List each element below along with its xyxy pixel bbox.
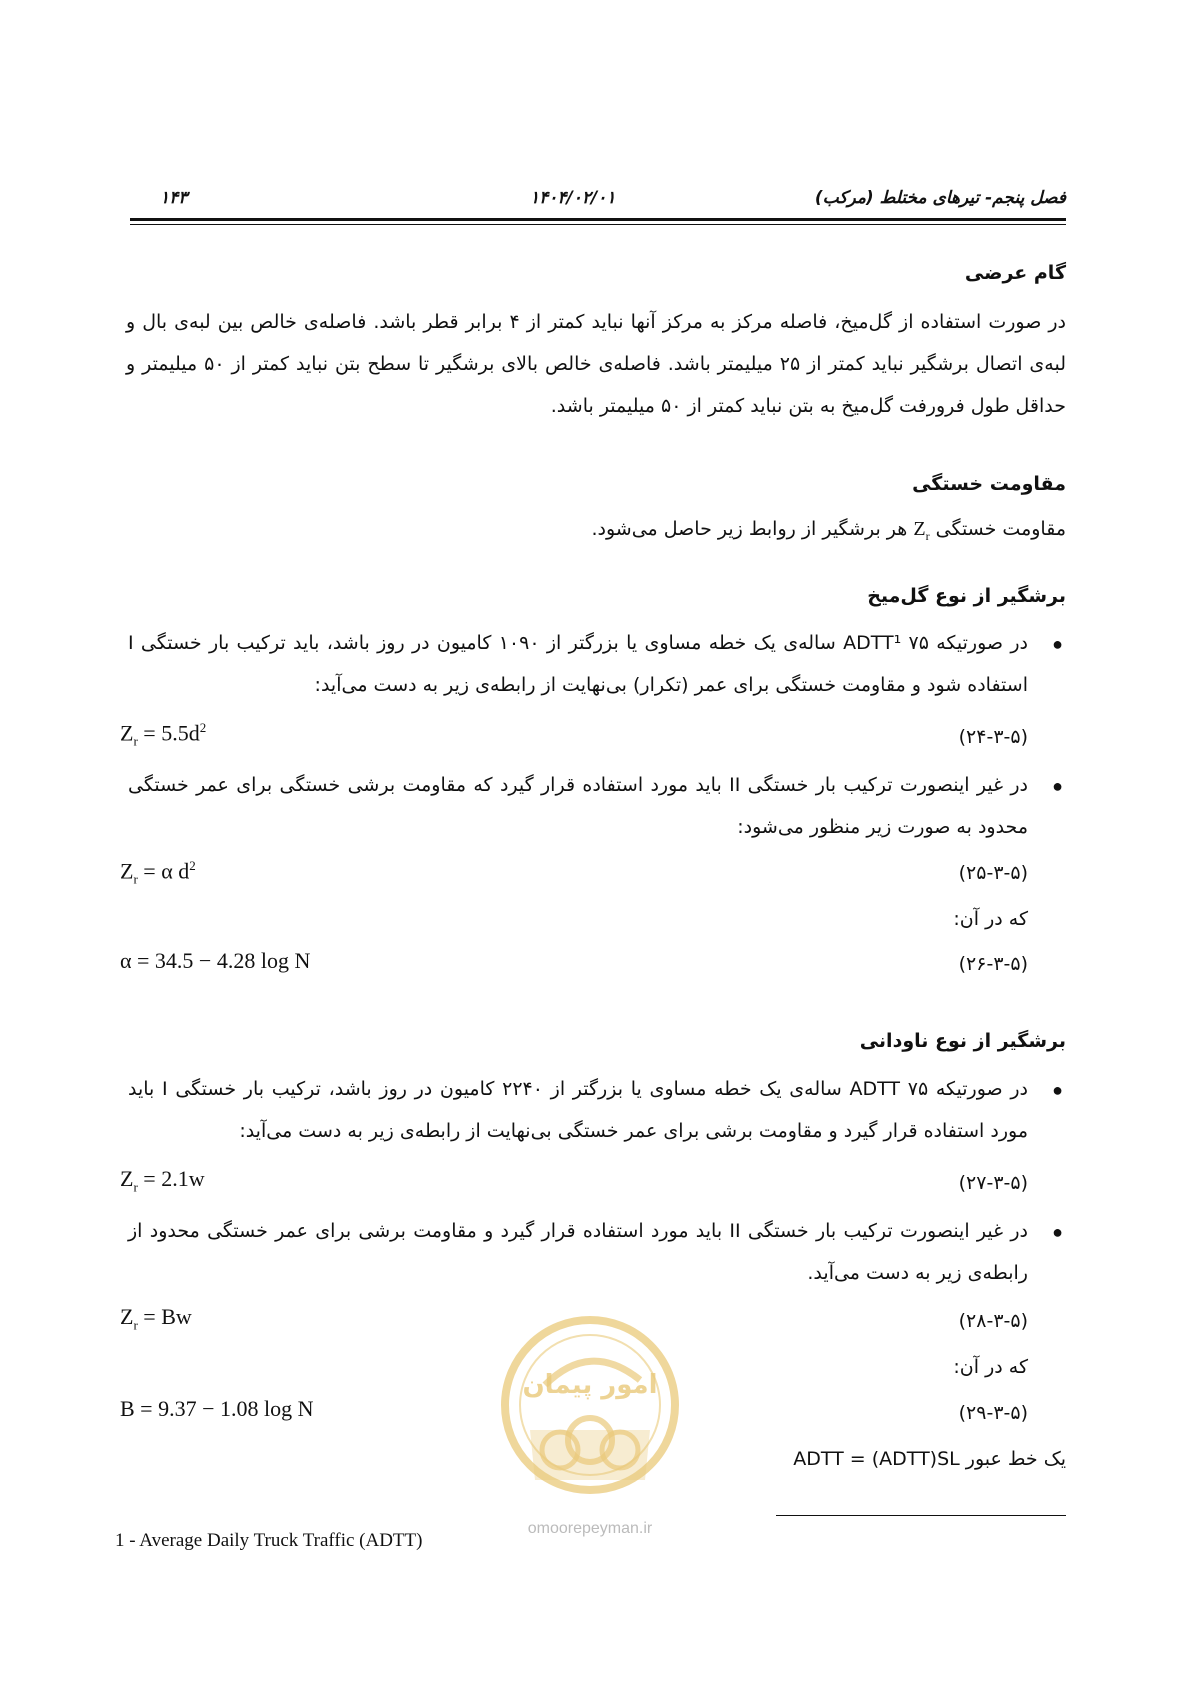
watermark-brand: امور پیمان [522, 1370, 658, 1400]
equation-26: α = 34.5 − 4.28 log N [120, 948, 311, 973]
header-date: ۱۴۰۴/۰۲/۰۱ [530, 188, 616, 208]
stud-bullet-1: در صورتیکه ADTT¹ ۷۵ ساله‌ی یک خطه مساوی یا بزرگتر از ۱۰۹۰ کامیون در روز باشد، باید ترکیب بار خستگی I استفاده شود و مقاومت خستگی برای عمر (تکرار) بی‌نهایت از رابطه‌ی زیر به دست می‌آید: [128, 632, 1028, 696]
footnote-rule [776, 1515, 1066, 1516]
watermark-seal-icon [490, 1310, 690, 1550]
heading-channel-connector: برشگیر از نوع ناودانی [859, 1030, 1066, 1052]
equation-25: $Z_r = \alpha$ $d^2$ [120, 858, 196, 887]
equation-29: B = 9.37 − 1.08 log N [120, 1396, 314, 1421]
watermark-logo [490, 1310, 690, 1550]
chapter-title: فصل پنجم- تیرهای مختلط (مرکب) [814, 188, 1066, 208]
equation-27: $Z_r = 2.1w$ [120, 1166, 205, 1195]
fatigue-intro-after: هر برشگیر از روابط زیر حاصل می‌شود. [591, 518, 908, 540]
footnote: 1 - Average Daily Truck Traffic (ADTT) [115, 1530, 423, 1551]
channel-bullet-2: در غیر اینصورت ترکیب بار خستگی II باید مورد استفاده قرار گیرد و مقاومت برشی برای عمر خستگی محدود از رابطه‌ی زیر به دست می‌آید. [128, 1220, 1028, 1284]
channel-bullet-1: در صورتیکه ۷۵ ADTT ساله‌ی یک خطه مساوی یا بزرگتر از ۲۲۴۰ کامیون در روز باشد، ترکیب بار خستگی I باید مورد استفاده قرار گیرد و مقاومت برشی برای عمر خستگی بی‌نهایت از رابطه‌ی زیر به دست می‌آید: [128, 1078, 1028, 1142]
equation-24: $Z_r = 5.5d^2$ [120, 720, 207, 749]
adtt-note: ADTT = (ADTT)SL یک خط عبور [793, 1448, 1066, 1470]
stud-bullet-2: در غیر اینصورت ترکیب بار خستگی II باید مورد استفاده قرار گیرد که مقاومت برشی خستگی برای عمر خستگی محدود به صورت زیر منظور می‌شود: [128, 774, 1028, 838]
equation-25-number: (۲۵-۳-۵) [958, 862, 1028, 884]
page-number: ۱۴۳ [160, 188, 188, 208]
fatigue-intro [591, 518, 1066, 544]
bullet-icon: ● [1052, 1222, 1063, 1242]
where-label: که در آن: [953, 908, 1028, 930]
heading-stud-connector: برشگیر از نوع گل‌میخ [867, 585, 1066, 607]
heading-fatigue-resistance: مقاومت خستگی [912, 473, 1066, 495]
equation-24-number: (۲۴-۳-۵) [958, 726, 1028, 748]
equation-28: $Z_r = Bw$ [120, 1304, 192, 1333]
equation-26-number: (۲۶-۳-۵) [958, 953, 1028, 975]
header-rule-thick [130, 218, 1066, 221]
header-rule-thin [130, 224, 1066, 225]
fatigue-intro-symbol: $Z_r$ [913, 518, 930, 543]
paragraph-transverse-spacing: در صورت استفاده از گل‌میخ، فاصله مرکز به مرکز آنها نباید کمتر از ۴ برابر قطر باشد. فاصله‌ی خالص بین لبه‌ی بال و لبه‌ی اتصال برشگیر نباید کمتر از ۲۵ میلیمتر باشد. فاصله‌ی خالص بالای برشگیر تا سطح بتن نباید کمتر از ۵۰ میلیمتر و حداقل طول فرورفت گل‌میخ به بتن نباید کمتر از ۵۰ میلیمتر باشد. [126, 311, 1067, 417]
heading-transverse-spacing: گام عرضی [964, 262, 1066, 284]
bullet-icon: ● [1052, 1080, 1063, 1100]
bullet-icon: ● [1052, 634, 1063, 654]
equation-27-number: (۲۷-۳-۵) [958, 1172, 1028, 1194]
watermark-url: omoorepeyman.ir [527, 1520, 653, 1537]
bullet-icon: ● [1052, 776, 1063, 796]
where-label: که در آن: [953, 1356, 1028, 1378]
equation-29-number: (۲۹-۳-۵) [958, 1402, 1028, 1424]
fatigue-intro-before: مقاومت خستگی [935, 518, 1066, 540]
equation-28-number: (۲۸-۳-۵) [958, 1310, 1028, 1332]
